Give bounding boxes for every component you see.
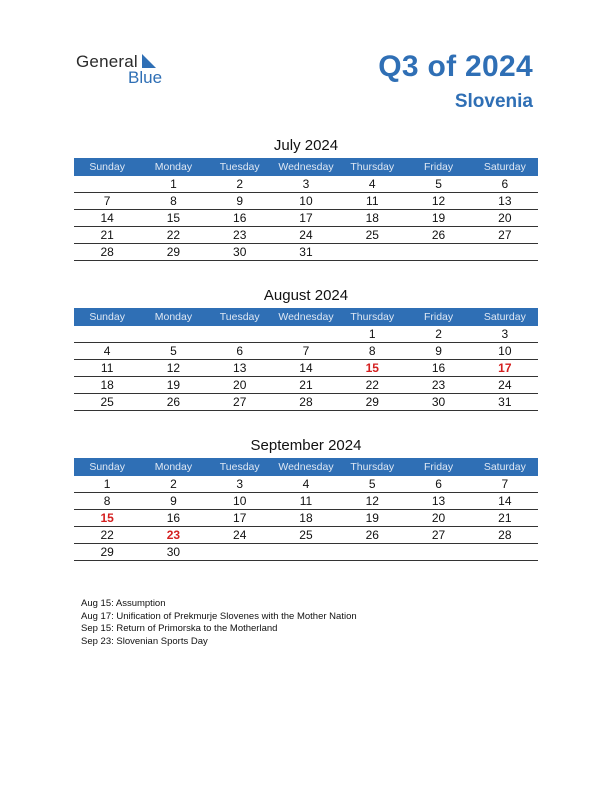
day-cell: 28 <box>100 245 114 259</box>
weekday-label: Saturday <box>483 161 526 173</box>
week-row <box>74 343 538 360</box>
weeks-grid <box>74 476 538 561</box>
day-cell: 22 <box>100 528 114 542</box>
day-cell <box>405 544 471 560</box>
day-cell: 25 <box>299 528 313 542</box>
weekday-header <box>74 308 538 326</box>
month-title: August 2024 <box>263 287 349 304</box>
weekday-label: Friday <box>423 161 454 173</box>
weekday-label: Tuesday <box>219 311 260 323</box>
day-cell <box>140 326 206 342</box>
weekday-label: Saturday <box>483 311 526 323</box>
day-cell <box>339 244 405 260</box>
weekday-label: Wednesday <box>278 161 334 173</box>
day-cell: 29 <box>365 395 379 409</box>
day-cell: 12 <box>166 361 181 375</box>
day-cell: 16 <box>233 211 247 225</box>
day-cell: 8 <box>368 344 376 358</box>
day-cell: 16 <box>431 361 446 375</box>
weekday-label: Tuesday <box>219 461 260 473</box>
day-cell: 6 <box>236 344 244 358</box>
day-cell <box>472 544 538 560</box>
day-cell: 30 <box>233 245 247 259</box>
day-cell: 17 <box>498 361 512 375</box>
day-cell: 22 <box>166 228 181 242</box>
weeks-grid <box>74 176 538 261</box>
day-cell: 22 <box>365 378 379 392</box>
day-cell: 26 <box>365 528 379 542</box>
day-cell <box>273 544 339 560</box>
day-cell: 1 <box>368 327 376 341</box>
week-row <box>74 510 538 527</box>
day-cell: 25 <box>100 395 114 409</box>
logo-general-text: General <box>76 52 138 71</box>
day-cell: 10 <box>498 344 512 358</box>
day-cell: 3 <box>302 177 310 191</box>
day-cell: 27 <box>431 528 446 542</box>
month-title: September 2024 <box>250 437 362 454</box>
weekday-label: Friday <box>423 461 454 473</box>
day-cell: 23 <box>166 528 181 542</box>
day-cell: 9 <box>236 194 244 208</box>
day-cell: 26 <box>166 395 181 409</box>
day-cell: 19 <box>166 378 181 392</box>
logo-triangle-icon <box>142 54 156 68</box>
weekday-label: Sunday <box>89 161 125 173</box>
day-cell: 14 <box>100 211 114 225</box>
day-cell <box>74 326 140 342</box>
weekday-label: Sunday <box>89 461 125 473</box>
month-calendar-july <box>74 136 538 261</box>
day-cell: 25 <box>365 228 379 242</box>
holiday-note: Aug 15: Assumption <box>81 598 166 609</box>
day-cell: 15 <box>365 361 379 375</box>
day-cell: 2 <box>170 477 177 491</box>
day-cell: 19 <box>431 211 446 225</box>
day-cell: 5 <box>368 477 376 491</box>
weekday-label: Monday <box>154 311 193 323</box>
weekday-label: Saturday <box>483 461 526 473</box>
day-cell: 2 <box>435 327 442 341</box>
week-row <box>74 176 538 193</box>
day-cell: 23 <box>233 228 247 242</box>
day-cell <box>207 326 273 342</box>
day-cell: 21 <box>498 511 512 525</box>
day-cell: 3 <box>236 477 244 491</box>
week-row <box>74 210 538 227</box>
weekday-label: Thursday <box>350 311 395 323</box>
day-cell: 17 <box>299 211 313 225</box>
week-row <box>74 394 538 411</box>
day-cell: 24 <box>299 228 313 242</box>
day-cell: 20 <box>498 211 512 225</box>
day-cell: 13 <box>498 194 512 208</box>
day-cell: 7 <box>302 344 310 358</box>
weekday-label: Monday <box>154 161 193 173</box>
week-row <box>74 193 538 210</box>
day-cell: 20 <box>233 378 247 392</box>
day-cell: 1 <box>170 177 177 191</box>
weekday-label: Friday <box>423 311 454 323</box>
holiday-note: Sep 15: Return of Primorska to the Motherland <box>81 623 278 634</box>
weekday-label: Sunday <box>89 311 125 323</box>
day-cell <box>339 544 405 560</box>
day-cell: 12 <box>365 494 379 508</box>
country-name: Slovenia <box>454 91 533 112</box>
day-cell: 3 <box>501 327 509 341</box>
day-cell: 13 <box>233 361 247 375</box>
day-cell: 4 <box>302 477 310 491</box>
day-cell: 31 <box>299 245 313 259</box>
day-cell: 21 <box>299 378 313 392</box>
weekday-header <box>74 458 538 476</box>
day-cell: 11 <box>366 194 379 208</box>
day-cell <box>405 244 471 260</box>
day-cell: 27 <box>498 228 512 242</box>
day-cell: 16 <box>166 511 181 525</box>
day-cell: 28 <box>498 528 512 542</box>
day-cell: 29 <box>100 545 114 559</box>
day-cell: 24 <box>233 528 247 542</box>
day-cell: 15 <box>100 511 114 525</box>
weekday-label: Wednesday <box>278 461 334 473</box>
day-cell <box>207 544 273 560</box>
week-row <box>74 527 538 544</box>
week-row <box>74 544 538 561</box>
day-cell: 4 <box>368 177 376 191</box>
day-cell: 10 <box>299 194 313 208</box>
day-cell: 27 <box>233 395 247 409</box>
day-cell: 7 <box>501 477 509 491</box>
day-cell: 5 <box>435 177 442 191</box>
day-cell <box>74 176 140 192</box>
generalblue-logo <box>76 52 176 92</box>
day-cell: 6 <box>501 177 509 191</box>
day-cell: 6 <box>435 477 442 491</box>
day-cell: 21 <box>100 228 114 242</box>
day-cell: 18 <box>100 378 114 392</box>
day-cell: 11 <box>299 494 313 508</box>
weekday-label: Tuesday <box>219 161 260 173</box>
day-cell: 28 <box>299 395 313 409</box>
day-cell: 15 <box>166 211 181 225</box>
day-cell: 7 <box>103 194 111 208</box>
weekday-header <box>74 158 538 176</box>
month-calendar-august <box>74 286 538 411</box>
day-cell: 14 <box>498 494 512 508</box>
holiday-note: Aug 17: Unification of Prekmurje Slovenes with the Mother Nation <box>81 610 357 622</box>
week-row <box>74 227 538 244</box>
weekday-label: Wednesday <box>278 311 334 323</box>
day-cell: 8 <box>170 194 177 208</box>
week-row <box>74 244 538 261</box>
day-cell: 29 <box>166 245 181 259</box>
week-row <box>74 493 538 510</box>
day-cell: 11 <box>100 361 114 375</box>
week-row <box>74 360 538 377</box>
day-cell: 23 <box>431 378 446 392</box>
day-cell: 31 <box>498 395 512 409</box>
day-cell: 5 <box>170 344 177 358</box>
month-title: July 2024 <box>273 137 339 154</box>
weekday-label: Thursday <box>350 461 395 473</box>
day-cell: 12 <box>431 194 446 208</box>
week-row <box>74 476 538 493</box>
day-cell: 13 <box>431 494 446 508</box>
weeks-grid <box>74 326 538 411</box>
weekday-label: Monday <box>154 461 193 473</box>
day-cell: 30 <box>166 545 181 559</box>
day-cell: 4 <box>103 344 111 358</box>
day-cell: 1 <box>103 477 111 491</box>
page-title: Q3 of 2024 <box>378 50 533 83</box>
day-cell: 17 <box>233 511 247 525</box>
day-cell: 24 <box>498 378 512 392</box>
day-cell: 10 <box>233 494 247 508</box>
day-cell: 30 <box>431 395 446 409</box>
week-row <box>74 326 538 343</box>
day-cell: 9 <box>170 494 177 508</box>
holiday-notes <box>81 598 357 648</box>
day-cell: 20 <box>431 511 446 525</box>
day-cell: 18 <box>365 211 379 225</box>
weekday-label: Thursday <box>350 161 395 173</box>
day-cell: 14 <box>299 361 313 375</box>
logo-blue-text: Blue <box>128 68 163 87</box>
day-cell: 26 <box>431 228 446 242</box>
week-row <box>74 377 538 394</box>
day-cell: 2 <box>236 177 244 191</box>
month-calendar-september <box>74 436 538 561</box>
day-cell: 9 <box>435 344 442 358</box>
day-cell: 18 <box>299 511 313 525</box>
holiday-note: Sep 23: Slovenian Sports Day <box>81 635 208 647</box>
day-cell <box>472 244 538 260</box>
day-cell: 19 <box>365 511 379 525</box>
day-cell <box>273 326 339 342</box>
day-cell: 8 <box>103 494 111 508</box>
